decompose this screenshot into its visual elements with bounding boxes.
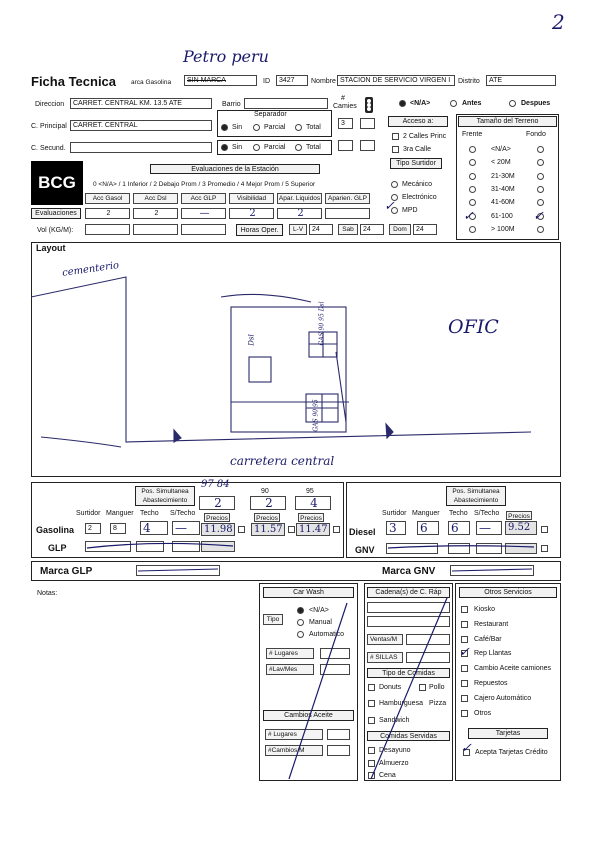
gasolina-label: Gasolina	[36, 525, 75, 535]
marca-gnv-label: Marca GNV	[382, 566, 436, 577]
dsl-manguer-field[interactable]: 6	[417, 521, 439, 535]
form-title: Ficha Tecnica	[31, 74, 117, 89]
terreno-fondo-radio[interactable]	[537, 186, 544, 193]
gnv-check[interactable]	[541, 545, 548, 552]
terreno-fondo-radio[interactable]	[537, 146, 544, 153]
dsl-check[interactable]	[541, 526, 548, 533]
barrio-field[interactable]	[244, 98, 328, 109]
gas-header-stecho: S/Techo	[170, 510, 196, 517]
evaluacion-col-header: Acc Gasol	[85, 193, 130, 204]
evaluacion-value[interactable]: 2	[277, 208, 322, 219]
gas-surtidor-field[interactable]: 2	[85, 523, 101, 534]
car-wash-auto-label: Automatico	[309, 631, 345, 638]
otros-servicio-label: Repuestos	[474, 680, 508, 687]
gas-manguer-field[interactable]: 8	[110, 523, 126, 534]
separador2-parcial-radio[interactable]	[253, 144, 260, 151]
surtidor-mecanico-label: Mecánico	[402, 181, 432, 188]
servida-almuerzo-label: Almuerzo	[379, 760, 409, 767]
evaluacion-col-header: Acc Dsl	[133, 193, 178, 204]
terreno-fondo-label: Fondo	[526, 131, 546, 138]
otros-servicio-label: Kiosko	[474, 606, 496, 613]
marca-gnv-strike	[450, 563, 534, 577]
nombre-field[interactable]: STACION DE SERVICIO VIRGEN I	[337, 75, 455, 86]
gas-precio-95[interactable]: 11.47	[296, 523, 330, 536]
otros-servicio-checkbox[interactable]	[461, 621, 468, 628]
separador2-total-radio[interactable]	[295, 144, 302, 151]
acceso-3ra-checkbox[interactable]	[392, 146, 399, 153]
vol-field-3[interactable]	[181, 224, 226, 235]
evaluacion-col-header: Visibilidad	[229, 193, 274, 204]
comidas-servidas-title: Comidas Servidas	[367, 731, 450, 741]
vol-label: Vol (KG/M):	[37, 227, 74, 234]
layout-title: Layout	[36, 243, 66, 253]
acceso-title: Acceso a:	[388, 116, 448, 127]
layout-ofic: OFIC	[448, 316, 499, 338]
glp-label: GLP	[48, 543, 67, 553]
gas-precio-97[interactable]: 11.98	[201, 523, 235, 536]
octano-97-label: 97 84	[201, 479, 230, 490]
dsl-header-manguer: Manguer	[412, 510, 440, 517]
mpd-checkmark-icon: ✓	[384, 199, 395, 214]
glp-strike	[85, 536, 235, 554]
terreno-frente-radio[interactable]	[469, 146, 476, 153]
camiones-field-2[interactable]	[360, 118, 375, 129]
evaluacion-col-header: Aparien. GLP	[325, 193, 370, 204]
frente-checkmark-icon: ✓	[463, 209, 474, 224]
marca-glp-strike	[136, 563, 220, 577]
dsl-header-stecho: S/Techo	[474, 510, 500, 517]
gas-precio-90[interactable]: 11.57	[251, 523, 285, 536]
direccion-field[interactable]: CARRET. CENTRAL KM. 13.5 ATE	[70, 98, 212, 109]
rep-llantas-checkmark-icon: ✓	[459, 645, 470, 660]
otros-servicio-checkbox[interactable]	[461, 606, 468, 613]
comida-donuts-label: Donuts	[379, 684, 402, 691]
dsl-surtidor-field[interactable]: 3	[386, 521, 406, 535]
terreno-row-label: <N/A>	[491, 146, 511, 153]
otros-servicio-label: Cambio Aceite camiones	[474, 665, 552, 673]
evaluaciones-title: Evaluaciones de la Estación	[150, 164, 320, 174]
tarjetas-title: Tarjetas	[468, 728, 548, 739]
otros-servicio-checkbox[interactable]	[461, 665, 468, 672]
car-wash-tipo-label: Tipo	[263, 614, 283, 625]
gas-header-manguer: Manguer	[106, 510, 134, 517]
sab-label: Sab	[338, 224, 358, 235]
surtidor-electronico-label: Electrónico	[402, 194, 437, 201]
comida-pollo-label: Pollo	[429, 684, 445, 691]
gas-stecho-field[interactable]: —	[172, 521, 200, 535]
cadena-ventas-label: Ventas/M	[367, 634, 403, 645]
terreno-row-label: < 20M	[491, 159, 511, 167]
gas-pos-90[interactable]: 2	[250, 496, 286, 510]
gas-check-3[interactable]	[333, 526, 340, 533]
diesel-label: Diesel	[349, 527, 376, 537]
evaluacion-value[interactable]: —	[181, 208, 226, 219]
id-field[interactable]: 3427	[276, 75, 308, 86]
separador-sin-label: Sin	[232, 124, 243, 131]
otros-servicio-label: Otros	[474, 709, 492, 717]
strike-through-lines	[259, 583, 454, 781]
evaluacion-value[interactable]: 2	[85, 208, 130, 219]
lv-field[interactable]: 24	[309, 224, 333, 235]
octano-95-label: 95	[306, 488, 314, 495]
dsl-techo-field[interactable]: 6	[448, 521, 470, 535]
camiones-field-3[interactable]	[338, 140, 353, 151]
gas-header-techo: Techo	[140, 510, 159, 517]
notas-label: Notas:	[37, 590, 58, 597]
evaluaciones-row-label: Evaluaciones	[31, 208, 81, 219]
terreno-row-label: > 100M	[491, 225, 515, 233]
c-principal-label: C. Principal	[31, 123, 67, 130]
comida-pizza-label: Pizza	[429, 700, 447, 707]
terreno-frente-radio[interactable]	[469, 226, 476, 233]
tarjetas-label: Acepta Tarjetas Crédito	[475, 749, 548, 756]
cambios-num-label: #Cambios/M	[265, 745, 323, 756]
estado-antes-radio[interactable]	[450, 100, 457, 107]
vol-field-2[interactable]	[133, 224, 178, 235]
gas-pos-97[interactable]: 2	[199, 496, 235, 510]
otros-servicio-label: Café/Bar	[474, 635, 502, 643]
comida-sandwich-label: Sandwich	[379, 717, 410, 724]
sab-field[interactable]: 24	[360, 224, 384, 235]
separador-total-label: Total	[306, 124, 321, 131]
terreno-fondo-radio[interactable]	[537, 173, 544, 180]
barrio-label: Barrio	[222, 101, 241, 108]
layout-gas-2: GAS 90 95	[312, 399, 320, 432]
gas-precios-label-1: Precios	[204, 513, 230, 522]
dsl-header-surtidor: Surtidor	[382, 510, 407, 517]
otros-servicio-label: Cajero Automático	[474, 694, 532, 702]
cambios-aceite-title: Cambios Aceite	[263, 710, 354, 721]
otros-servicio-checkbox[interactable]	[461, 680, 468, 687]
otros-servicio-checkbox[interactable]	[461, 636, 468, 643]
gas-check-2[interactable]	[288, 526, 295, 533]
bcg-logo: BCG	[31, 161, 83, 205]
camiones-label: Camies	[333, 103, 357, 110]
separador2-sin-label: Sin	[232, 144, 243, 151]
gas-techo-field[interactable]: 4	[140, 521, 168, 535]
tarjetas-checkmark-icon: ✓	[461, 741, 472, 756]
layout-sketch	[31, 242, 561, 477]
separador-title: Separador	[254, 111, 287, 118]
fondo-checkmark-icon: ✓	[533, 209, 544, 224]
dom-label: Dom	[389, 224, 411, 235]
estado-antes-label: Antes	[462, 100, 482, 107]
estado-despues-label: Despues	[521, 100, 551, 107]
terreno-frente-radio[interactable]	[469, 186, 476, 193]
dsl-precio-field[interactable]: 9.52	[505, 521, 537, 535]
car-wash-na-label: <N/A>	[309, 607, 329, 614]
marca-field[interactable]: SIN MARCA	[184, 75, 257, 86]
estado-na-radio[interactable]	[399, 100, 406, 107]
servida-desayuno-label: Desayuno	[379, 747, 411, 754]
dsl-precios-label: Precios	[506, 511, 532, 520]
gnv-strike	[386, 538, 536, 556]
car-wash-lav-label: #Lav/Mes	[266, 664, 314, 675]
surtidor-mecanico-radio[interactable]	[391, 181, 398, 188]
gas-pos-95[interactable]: 4	[295, 496, 331, 510]
traffic-light-icon	[362, 96, 376, 114]
evaluacion-value[interactable]	[325, 208, 370, 219]
estado-na-label: <N/A>	[410, 100, 431, 107]
layout-cementerio: cementerio	[61, 260, 120, 279]
direccion-label: Direccion	[35, 101, 65, 108]
otros-servicio-checkbox[interactable]	[461, 710, 468, 717]
terreno-frente-radio[interactable]	[469, 173, 476, 180]
tipo-comidas-title: Tipo de Comidas	[367, 668, 450, 678]
distrito-label: Distrito	[458, 78, 480, 85]
dsl-header-techo: Techo	[449, 510, 468, 517]
otros-servicio-label: Rep Llantas	[474, 650, 512, 658]
dsl-stecho-field[interactable]: —	[476, 521, 502, 535]
tipo-surtidor-title: Tipo Surtidor	[390, 158, 442, 169]
marca-glp-label: Marca GLP	[40, 566, 93, 577]
cadena-title: Cadena(s) de C. Ráp	[367, 587, 450, 598]
c-secund-field[interactable]	[70, 142, 212, 153]
terreno-title: Tamaño del Terreno	[458, 116, 557, 127]
gas-header-surtidor: Surtidor	[76, 510, 101, 517]
horas-label: Horas Oper.	[236, 224, 283, 236]
evaluacion-value[interactable]: 2	[133, 208, 178, 219]
c-principal-field[interactable]: CARRET. CENTRAL	[70, 120, 212, 131]
page-number: 2	[552, 10, 565, 34]
terreno-fondo-radio[interactable]	[537, 226, 544, 233]
octano-90-label: 90	[261, 488, 269, 495]
terreno-frente-label: Frente	[462, 131, 483, 138]
separador-parcial-label: Parcial	[264, 124, 286, 131]
separador-total-radio[interactable]	[295, 124, 302, 131]
gas-precios-label-3: Precios	[298, 513, 324, 522]
id-label: ID	[263, 78, 270, 85]
cadena-sillas-label: # SILLAS	[367, 652, 403, 663]
gas-precios-label-2: Precios	[254, 513, 280, 522]
terreno-row-label: 41-60M	[491, 199, 515, 207]
evaluaciones-scale: 0 <N/A> / 1 Inferior / 2 Debajo Prom / 3 Promedio / 4 Mejor Prom / 5 Superior	[93, 181, 316, 188]
distrito-field[interactable]: ATE	[486, 75, 556, 86]
acceso-3ra-label: 3ra Calle	[403, 146, 432, 153]
comida-hamburguesa-label: Hamburguesa	[379, 700, 423, 707]
car-wash-manual-label: Manual	[309, 619, 332, 626]
acceso-2calles-label: 2 Calles Princ	[403, 133, 447, 140]
otros-servicio-label: Restaurant	[474, 620, 509, 628]
estado-despues-radio[interactable]	[509, 100, 516, 107]
evaluacion-col-header: Apar. Liquidos	[278, 195, 321, 202]
separador2-total-label: Total	[306, 144, 321, 151]
layout-carretera: carretera central	[230, 454, 335, 468]
cambios-lugares-label: # Lugares	[265, 729, 323, 740]
surtidor-mpd-label: MPD	[402, 207, 418, 214]
car-wash-title: Car Wash	[263, 587, 354, 598]
evaluacion-col-header: Acc GLP	[181, 193, 226, 204]
vol-field-1[interactable]	[85, 224, 130, 235]
separador2-sin-radio[interactable]	[221, 144, 228, 151]
gasolina-pos-simultanea: Pos. Simultanea Abastecimiento	[135, 486, 195, 506]
acceso-2calles-checkbox[interactable]	[392, 133, 399, 140]
diesel-pos-simultanea: Pos. Simultanea Abastecimiento	[446, 486, 506, 506]
lv-label: L-V	[289, 224, 307, 235]
c-secund-label: C. Secund.	[31, 145, 66, 152]
terreno-row-label: 21-30M	[491, 172, 515, 180]
nombre-label: Nombre	[311, 78, 336, 85]
dom-field[interactable]: 24	[413, 224, 437, 235]
camiones-label-hash: #	[341, 95, 345, 102]
otros-servicio-checkbox[interactable]	[461, 695, 468, 702]
terreno-row-label: 31-40M	[491, 185, 515, 193]
servida-cena-label: Cena	[379, 772, 396, 779]
car-wash-lugares-label: # Lugares	[266, 648, 314, 659]
camiones-field-4[interactable]	[360, 140, 375, 151]
marca-label: arca Gasolina	[131, 79, 172, 86]
terreno-row-label: 61-100	[491, 212, 513, 220]
camiones-field[interactable]: 3	[338, 118, 353, 129]
evaluacion-value[interactable]: 2	[229, 208, 274, 219]
layout-dsl: Dsl	[247, 334, 256, 346]
layout-gas: GAS 90 95 Dsl	[318, 301, 326, 346]
separador-sin-radio[interactable]	[221, 124, 228, 131]
gnv-label: GNV	[355, 545, 375, 555]
marca-handwritten: Petro peru	[183, 47, 269, 66]
otros-servicios-title: Otros Servicios	[459, 587, 557, 598]
separador2-parcial-label: Parcial	[264, 144, 286, 151]
gas-check-1[interactable]	[238, 526, 245, 533]
separador-parcial-radio[interactable]	[253, 124, 260, 131]
